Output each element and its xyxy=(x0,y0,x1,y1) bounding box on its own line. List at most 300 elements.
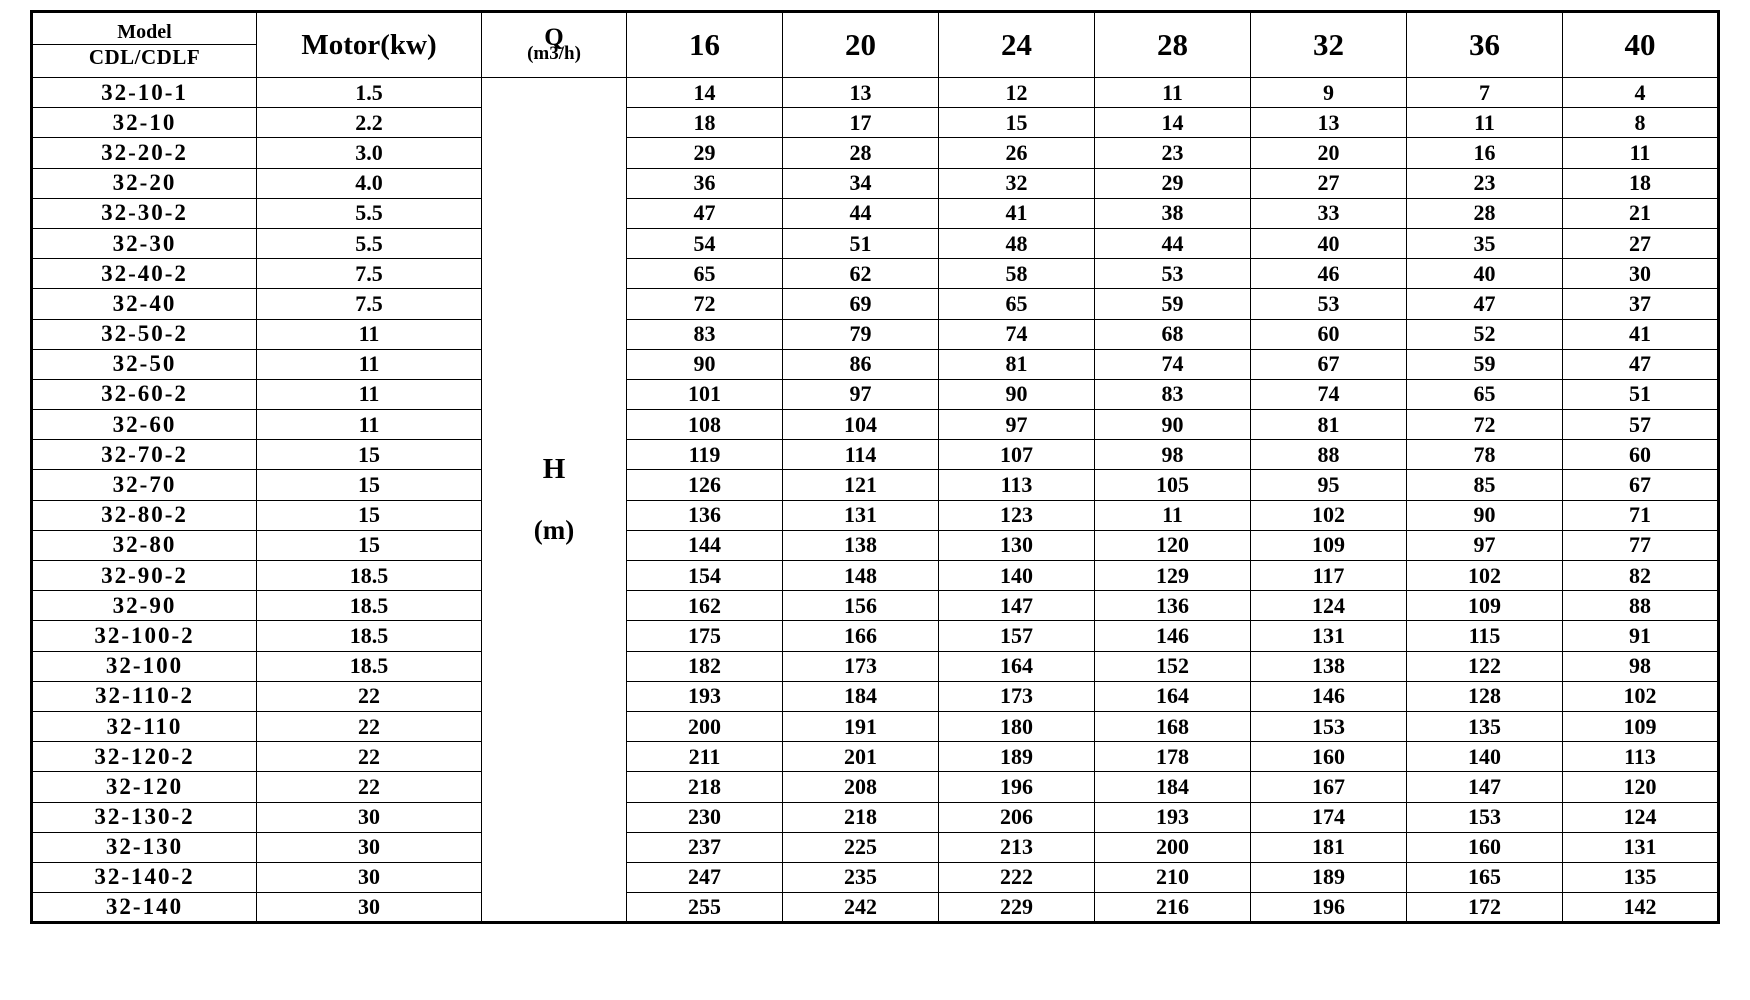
cell-head-value: 44 xyxy=(783,198,939,228)
cell-head-value: 67 xyxy=(1251,349,1407,379)
cell-head-value: 18 xyxy=(1563,168,1719,198)
cell-head-value: 95 xyxy=(1251,470,1407,500)
cell-head-value: 102 xyxy=(1251,500,1407,530)
cell-model: 32-110-2 xyxy=(32,681,257,711)
cell-head-value: 65 xyxy=(1407,379,1563,409)
cell-head-value: 97 xyxy=(939,410,1095,440)
cell-head-value: 122 xyxy=(1407,651,1563,681)
cell-head-value: 138 xyxy=(783,530,939,560)
cell-motor-power: 15 xyxy=(257,500,482,530)
cell-head-value: 152 xyxy=(1095,651,1251,681)
pump-performance-table xyxy=(30,10,1720,924)
cell-head-value: 59 xyxy=(1095,289,1251,319)
cell-head-value: 48 xyxy=(939,228,1095,258)
table-row xyxy=(32,138,1719,168)
table-row xyxy=(32,108,1719,138)
cell-head-value: 85 xyxy=(1407,470,1563,500)
column-header-flow-24: 24 xyxy=(939,12,1095,78)
cell-head-value: 35 xyxy=(1407,228,1563,258)
cell-head-value: 148 xyxy=(783,561,939,591)
cell-head-value: 120 xyxy=(1563,772,1719,802)
table-row xyxy=(32,591,1719,621)
cell-head-value: 11 xyxy=(1095,500,1251,530)
cell-head-value: 131 xyxy=(783,500,939,530)
cell-motor-power: 15 xyxy=(257,470,482,500)
table-row xyxy=(32,410,1719,440)
cell-head-value: 88 xyxy=(1251,440,1407,470)
cell-model: 32-120-2 xyxy=(32,742,257,772)
flow-unit: (m3/h) xyxy=(527,43,581,65)
cell-head-value: 128 xyxy=(1407,681,1563,711)
cell-head-value: 222 xyxy=(939,862,1095,892)
cell-head-label xyxy=(482,78,627,923)
cell-motor-power: 11 xyxy=(257,349,482,379)
cell-head-value: 8 xyxy=(1563,108,1719,138)
cell-head-value: 156 xyxy=(783,591,939,621)
cell-model: 32-60 xyxy=(32,410,257,440)
cell-motor-power: 5.5 xyxy=(257,198,482,228)
cell-head-value: 175 xyxy=(627,621,783,651)
cell-model: 32-20 xyxy=(32,168,257,198)
cell-head-value: 160 xyxy=(1407,832,1563,862)
cell-head-value: 32 xyxy=(939,168,1095,198)
cell-head-value: 157 xyxy=(939,621,1095,651)
cell-head-value: 117 xyxy=(1251,561,1407,591)
cell-head-value: 62 xyxy=(783,259,939,289)
table-row xyxy=(32,651,1719,681)
cell-motor-power: 15 xyxy=(257,530,482,560)
cell-head-value: 216 xyxy=(1095,893,1251,923)
cell-motor-power: 18.5 xyxy=(257,561,482,591)
cell-head-value: 20 xyxy=(1251,138,1407,168)
head-unit: (m) xyxy=(533,515,575,546)
cell-head-value: 113 xyxy=(1563,742,1719,772)
cell-motor-power: 22 xyxy=(257,681,482,711)
cell-head-value: 81 xyxy=(1251,410,1407,440)
cell-model: 32-110 xyxy=(32,711,257,741)
cell-head-value: 213 xyxy=(939,832,1095,862)
table-row xyxy=(32,470,1719,500)
cell-head-value: 46 xyxy=(1251,259,1407,289)
cell-model: 32-100-2 xyxy=(32,621,257,651)
cell-head-value: 242 xyxy=(783,893,939,923)
cell-head-value: 13 xyxy=(783,78,939,108)
table-row xyxy=(32,198,1719,228)
table-row xyxy=(32,379,1719,409)
cell-head-value: 7 xyxy=(1407,78,1563,108)
cell-head-value: 15 xyxy=(939,108,1095,138)
table-row xyxy=(32,78,1719,108)
column-header-flow-20: 20 xyxy=(783,12,939,78)
table-row xyxy=(32,168,1719,198)
table-row xyxy=(32,349,1719,379)
cell-head-value: 4 xyxy=(1563,78,1719,108)
column-header-flow-40: 40 xyxy=(1563,12,1719,78)
cell-head-value: 90 xyxy=(1095,410,1251,440)
cell-head-value: 120 xyxy=(1095,530,1251,560)
cell-motor-power: 4.0 xyxy=(257,168,482,198)
cell-model: 32-50-2 xyxy=(32,319,257,349)
table-row xyxy=(32,259,1719,289)
cell-head-value: 17 xyxy=(783,108,939,138)
cell-head-value: 91 xyxy=(1563,621,1719,651)
table-row xyxy=(32,772,1719,802)
cell-head-value: 191 xyxy=(783,711,939,741)
column-header-flow-unit xyxy=(482,12,627,78)
cell-head-value: 189 xyxy=(1251,862,1407,892)
cell-model: 32-70 xyxy=(32,470,257,500)
cell-head-value: 78 xyxy=(1407,440,1563,470)
cell-head-value: 109 xyxy=(1407,591,1563,621)
cell-model: 32-90-2 xyxy=(32,561,257,591)
cell-head-value: 147 xyxy=(1407,772,1563,802)
cell-model: 32-130-2 xyxy=(32,802,257,832)
cell-head-value: 102 xyxy=(1563,681,1719,711)
cell-head-value: 40 xyxy=(1407,259,1563,289)
table-row xyxy=(32,500,1719,530)
cell-head-value: 138 xyxy=(1251,651,1407,681)
cell-head-value: 180 xyxy=(939,711,1095,741)
cell-model: 32-80-2 xyxy=(32,500,257,530)
cell-head-value: 184 xyxy=(1095,772,1251,802)
cell-head-value: 140 xyxy=(939,561,1095,591)
cell-motor-power: 18.5 xyxy=(257,591,482,621)
head-symbol: H xyxy=(542,453,566,486)
cell-model: 32-70-2 xyxy=(32,440,257,470)
flow-symbol: Q xyxy=(544,23,564,51)
cell-head-value: 9 xyxy=(1251,78,1407,108)
cell-head-value: 36 xyxy=(627,168,783,198)
cell-head-value: 37 xyxy=(1563,289,1719,319)
cell-head-value: 225 xyxy=(783,832,939,862)
cell-head-value: 135 xyxy=(1407,711,1563,741)
cell-head-value: 23 xyxy=(1407,168,1563,198)
cell-model: 32-60-2 xyxy=(32,379,257,409)
cell-head-value: 182 xyxy=(627,651,783,681)
cell-model: 32-140 xyxy=(32,893,257,923)
cell-model: 32-120 xyxy=(32,772,257,802)
cell-head-value: 11 xyxy=(1095,78,1251,108)
cell-model: 32-40 xyxy=(32,289,257,319)
cell-head-value: 38 xyxy=(1095,198,1251,228)
cell-head-value: 83 xyxy=(627,319,783,349)
cell-head-value: 90 xyxy=(627,349,783,379)
cell-motor-power: 11 xyxy=(257,410,482,440)
cell-head-value: 21 xyxy=(1563,198,1719,228)
cell-head-value: 235 xyxy=(783,862,939,892)
cell-head-value: 86 xyxy=(783,349,939,379)
cell-motor-power: 1.5 xyxy=(257,78,482,108)
column-header-flow-28: 28 xyxy=(1095,12,1251,78)
cell-model: 32-140-2 xyxy=(32,862,257,892)
table-body xyxy=(32,78,1719,923)
cell-head-value: 146 xyxy=(1251,681,1407,711)
cell-model: 32-30 xyxy=(32,228,257,258)
cell-head-value: 108 xyxy=(627,410,783,440)
cell-head-value: 77 xyxy=(1563,530,1719,560)
cell-head-value: 83 xyxy=(1095,379,1251,409)
table-row xyxy=(32,289,1719,319)
cell-head-value: 16 xyxy=(1407,138,1563,168)
cell-head-value: 29 xyxy=(627,138,783,168)
cell-head-value: 211 xyxy=(627,742,783,772)
cell-head-value: 12 xyxy=(939,78,1095,108)
cell-head-value: 237 xyxy=(627,832,783,862)
table-row xyxy=(32,893,1719,923)
cell-head-value: 53 xyxy=(1095,259,1251,289)
model-title: Model xyxy=(33,20,256,45)
cell-head-value: 13 xyxy=(1251,108,1407,138)
cell-model: 32-130 xyxy=(32,832,257,862)
cell-head-value: 28 xyxy=(783,138,939,168)
table-row xyxy=(32,832,1719,862)
cell-head-value: 201 xyxy=(783,742,939,772)
cell-head-value: 60 xyxy=(1563,440,1719,470)
cell-head-value: 26 xyxy=(939,138,1095,168)
cell-motor-power: 5.5 xyxy=(257,228,482,258)
cell-head-value: 68 xyxy=(1095,319,1251,349)
cell-motor-power: 18.5 xyxy=(257,621,482,651)
cell-head-value: 153 xyxy=(1407,802,1563,832)
cell-head-value: 173 xyxy=(939,681,1095,711)
cell-head-value: 98 xyxy=(1563,651,1719,681)
cell-motor-power: 3.0 xyxy=(257,138,482,168)
cell-head-value: 135 xyxy=(1563,862,1719,892)
cell-head-value: 40 xyxy=(1251,228,1407,258)
cell-head-value: 131 xyxy=(1251,621,1407,651)
cell-head-value: 140 xyxy=(1407,742,1563,772)
column-header-flow-16: 16 xyxy=(627,12,783,78)
table-row xyxy=(32,862,1719,892)
cell-head-value: 97 xyxy=(1407,530,1563,560)
cell-model: 32-40-2 xyxy=(32,259,257,289)
cell-head-value: 114 xyxy=(783,440,939,470)
cell-head-value: 28 xyxy=(1407,198,1563,228)
cell-head-value: 162 xyxy=(627,591,783,621)
column-header-model xyxy=(32,12,257,78)
cell-head-value: 98 xyxy=(1095,440,1251,470)
cell-head-value: 82 xyxy=(1563,561,1719,591)
cell-head-value: 115 xyxy=(1407,621,1563,651)
cell-head-value: 196 xyxy=(939,772,1095,802)
cell-head-value: 121 xyxy=(783,470,939,500)
cell-head-value: 208 xyxy=(783,772,939,802)
cell-head-value: 74 xyxy=(939,319,1095,349)
cell-head-value: 174 xyxy=(1251,802,1407,832)
table-row xyxy=(32,319,1719,349)
cell-head-value: 229 xyxy=(939,893,1095,923)
cell-head-value: 51 xyxy=(1563,379,1719,409)
table-row xyxy=(32,742,1719,772)
cell-head-value: 147 xyxy=(939,591,1095,621)
cell-head-value: 72 xyxy=(627,289,783,319)
cell-model: 32-10 xyxy=(32,108,257,138)
cell-head-value: 67 xyxy=(1563,470,1719,500)
cell-head-value: 154 xyxy=(627,561,783,591)
cell-head-value: 102 xyxy=(1407,561,1563,591)
cell-head-value: 47 xyxy=(1407,289,1563,319)
cell-head-value: 144 xyxy=(627,530,783,560)
cell-motor-power: 7.5 xyxy=(257,259,482,289)
cell-model: 32-20-2 xyxy=(32,138,257,168)
cell-head-value: 59 xyxy=(1407,349,1563,379)
cell-motor-power: 30 xyxy=(257,832,482,862)
cell-head-value: 178 xyxy=(1095,742,1251,772)
cell-head-value: 65 xyxy=(627,259,783,289)
cell-head-value: 255 xyxy=(627,893,783,923)
cell-head-value: 173 xyxy=(783,651,939,681)
cell-head-value: 18 xyxy=(627,108,783,138)
cell-model: 32-30-2 xyxy=(32,198,257,228)
cell-head-value: 58 xyxy=(939,259,1095,289)
cell-head-value: 14 xyxy=(627,78,783,108)
cell-head-value: 210 xyxy=(1095,862,1251,892)
cell-head-value: 124 xyxy=(1251,591,1407,621)
cell-head-value: 105 xyxy=(1095,470,1251,500)
cell-head-value: 52 xyxy=(1407,319,1563,349)
cell-head-value: 60 xyxy=(1251,319,1407,349)
cell-head-value: 65 xyxy=(939,289,1095,319)
cell-motor-power: 11 xyxy=(257,319,482,349)
cell-head-value: 167 xyxy=(1251,772,1407,802)
cell-head-value: 136 xyxy=(1095,591,1251,621)
header-row xyxy=(32,12,1719,78)
table-row xyxy=(32,711,1719,741)
table-row xyxy=(32,802,1719,832)
cell-head-value: 126 xyxy=(627,470,783,500)
cell-motor-power: 18.5 xyxy=(257,651,482,681)
cell-head-value: 124 xyxy=(1563,802,1719,832)
cell-model: 32-50 xyxy=(32,349,257,379)
cell-head-value: 51 xyxy=(783,228,939,258)
cell-head-value: 189 xyxy=(939,742,1095,772)
cell-head-value: 57 xyxy=(1563,410,1719,440)
cell-head-value: 181 xyxy=(1251,832,1407,862)
table-row xyxy=(32,228,1719,258)
cell-head-value: 109 xyxy=(1251,530,1407,560)
table-row xyxy=(32,440,1719,470)
cell-head-value: 200 xyxy=(1095,832,1251,862)
cell-head-value: 166 xyxy=(783,621,939,651)
cell-head-value: 218 xyxy=(627,772,783,802)
cell-head-value: 72 xyxy=(1407,410,1563,440)
cell-head-value: 79 xyxy=(783,319,939,349)
cell-head-value: 142 xyxy=(1563,893,1719,923)
cell-head-value: 27 xyxy=(1251,168,1407,198)
column-header-motor: Motor(kw) xyxy=(257,12,482,78)
cell-head-value: 44 xyxy=(1095,228,1251,258)
cell-motor-power: 22 xyxy=(257,772,482,802)
cell-head-value: 71 xyxy=(1563,500,1719,530)
cell-head-value: 74 xyxy=(1095,349,1251,379)
cell-motor-power: 30 xyxy=(257,893,482,923)
cell-model: 32-80 xyxy=(32,530,257,560)
cell-head-value: 146 xyxy=(1095,621,1251,651)
cell-head-value: 11 xyxy=(1563,138,1719,168)
cell-motor-power: 22 xyxy=(257,711,482,741)
cell-head-value: 90 xyxy=(939,379,1095,409)
cell-head-value: 164 xyxy=(1095,681,1251,711)
cell-head-value: 247 xyxy=(627,862,783,892)
cell-head-value: 131 xyxy=(1563,832,1719,862)
cell-head-value: 101 xyxy=(627,379,783,409)
cell-head-value: 97 xyxy=(783,379,939,409)
cell-motor-power: 15 xyxy=(257,440,482,470)
cell-head-value: 119 xyxy=(627,440,783,470)
cell-head-value: 123 xyxy=(939,500,1095,530)
table-header xyxy=(32,12,1719,78)
cell-head-value: 74 xyxy=(1251,379,1407,409)
cell-head-value: 27 xyxy=(1563,228,1719,258)
model-subtitle: CDL/CDLF xyxy=(88,44,201,69)
cell-head-value: 230 xyxy=(627,802,783,832)
table-row xyxy=(32,530,1719,560)
cell-head-value: 109 xyxy=(1563,711,1719,741)
table-row xyxy=(32,621,1719,651)
cell-head-value: 41 xyxy=(1563,319,1719,349)
cell-motor-power: 30 xyxy=(257,802,482,832)
cell-head-value: 14 xyxy=(1095,108,1251,138)
cell-head-value: 129 xyxy=(1095,561,1251,591)
cell-head-value: 33 xyxy=(1251,198,1407,228)
cell-head-value: 193 xyxy=(627,681,783,711)
table-row xyxy=(32,681,1719,711)
cell-head-value: 113 xyxy=(939,470,1095,500)
cell-head-value: 41 xyxy=(939,198,1095,228)
cell-head-value: 184 xyxy=(783,681,939,711)
cell-head-value: 88 xyxy=(1563,591,1719,621)
cell-motor-power: 11 xyxy=(257,379,482,409)
cell-head-value: 193 xyxy=(1095,802,1251,832)
cell-head-value: 130 xyxy=(939,530,1095,560)
cell-head-value: 196 xyxy=(1251,893,1407,923)
cell-head-value: 165 xyxy=(1407,862,1563,892)
cell-head-value: 69 xyxy=(783,289,939,319)
cell-motor-power: 7.5 xyxy=(257,289,482,319)
cell-head-value: 168 xyxy=(1095,711,1251,741)
cell-model: 32-10-1 xyxy=(32,78,257,108)
cell-motor-power: 2.2 xyxy=(257,108,482,138)
cell-head-value: 107 xyxy=(939,440,1095,470)
cell-head-value: 104 xyxy=(783,410,939,440)
cell-head-value: 153 xyxy=(1251,711,1407,741)
cell-head-value: 206 xyxy=(939,802,1095,832)
cell-head-value: 29 xyxy=(1095,168,1251,198)
cell-head-value: 54 xyxy=(627,228,783,258)
cell-head-value: 218 xyxy=(783,802,939,832)
cell-head-value: 47 xyxy=(1563,349,1719,379)
cell-head-value: 81 xyxy=(939,349,1095,379)
cell-motor-power: 30 xyxy=(257,862,482,892)
cell-head-value: 53 xyxy=(1251,289,1407,319)
cell-head-value: 23 xyxy=(1095,138,1251,168)
cell-model: 32-90 xyxy=(32,591,257,621)
table-row xyxy=(32,561,1719,591)
cell-head-value: 30 xyxy=(1563,259,1719,289)
cell-head-value: 160 xyxy=(1251,742,1407,772)
cell-model: 32-100 xyxy=(32,651,257,681)
cell-head-value: 11 xyxy=(1407,108,1563,138)
cell-head-value: 164 xyxy=(939,651,1095,681)
column-header-flow-36: 36 xyxy=(1407,12,1563,78)
cell-head-value: 47 xyxy=(627,198,783,228)
cell-head-value: 90 xyxy=(1407,500,1563,530)
cell-head-value: 200 xyxy=(627,711,783,741)
column-header-flow-32: 32 xyxy=(1251,12,1407,78)
cell-head-value: 172 xyxy=(1407,893,1563,923)
cell-head-value: 34 xyxy=(783,168,939,198)
cell-head-value: 136 xyxy=(627,500,783,530)
